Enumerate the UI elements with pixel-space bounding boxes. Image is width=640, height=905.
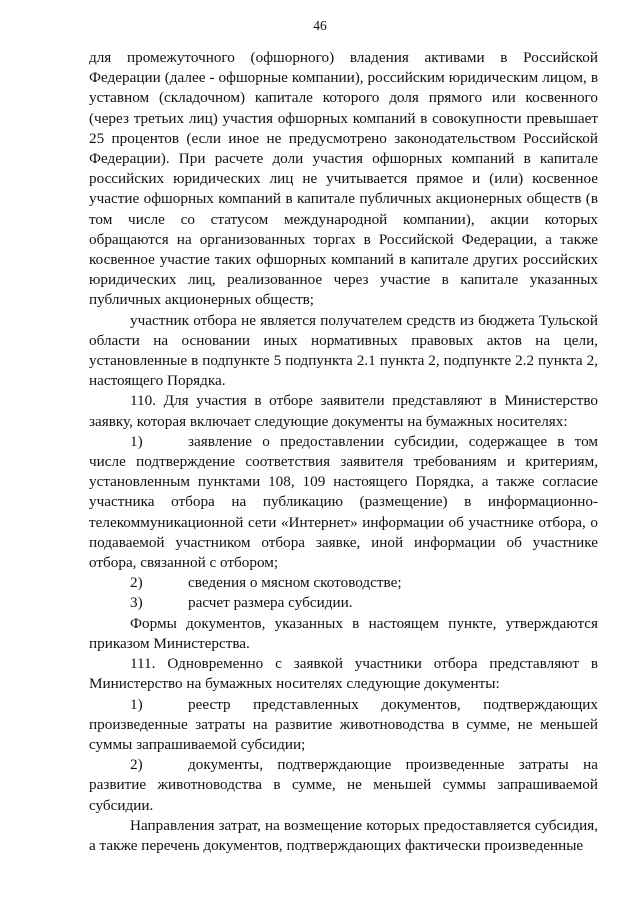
list-item-text: реестр представленных документов, подтверждающих произведенные затраты на развитие животноводства в сумме, не меньшей суммы запрашиваемой субсидии; — [89, 695, 598, 753]
list-item — [89, 573, 598, 593]
list-item-number: 3) — [130, 594, 143, 612]
list-item-text: сведения о мясном скотоводстве; — [188, 574, 402, 592]
paragraph-111: 111. Одновременно с заявкой участники отбора представляют в Министерство на бумажных носителях следующие документы: — [89, 655, 598, 693]
list-item-text: заявление о предоставлении субсидии, содержащее в том числе подтверждение соответствия заявителя требованиям и критериям, установленным пунктами 108, 109 настоящего Порядка, а также согласие участника отбора на публикацию (размещение) в информационно-телекоммуникационной сети «Интернет» информации об участнике отбора, о подаваемой участником отбора заявке, иной информации об участнике отбора, связанной с отбором; — [89, 432, 598, 572]
list-item-number: 1) — [130, 432, 143, 450]
page-number: 46 — [313, 18, 327, 33]
document-body — [89, 48, 598, 856]
list-item — [89, 695, 598, 756]
paragraph-110: 110. Для участия в отборе заявители представляют в Министерство заявку, которая включает следующие документы на бумажных носителях: — [89, 392, 598, 430]
list-item-number: 1) — [130, 695, 143, 713]
list-item — [89, 432, 598, 573]
paragraph-forms: Формы документов, указанных в настоящем пункте, утверждаются приказом Министерства. — [89, 614, 598, 652]
list-item — [89, 755, 598, 816]
list-item-text: расчет размера субсидии. — [188, 594, 353, 612]
list-item — [89, 593, 598, 613]
list-item-text: документы, подтверждающие произведенные затраты на развитие животноводства в сумме, не меньшей суммы запрашиваемой субсидии. — [89, 756, 598, 814]
list-item-number: 2) — [130, 756, 143, 774]
paragraph-cost-directions: Направления затрат, на возмещение которых предоставляется субсидия, а также перечень документов, подтверждающих фактически произведенные — [89, 816, 598, 854]
list-item-number: 2) — [130, 574, 143, 592]
paragraph-not-budget-recipient: участник отбора не является получателем средств из бюджета Тульской области на основании иных нормативных правовых актов на цели, установленные в подпункте 5 подпункта 2.1 пункта 2, подпункте 2.2 пункта 2, настоящего Порядка. — [89, 311, 598, 390]
paragraph-offshore-continuation: для промежуточного (офшорного) владения активами в Российской Федерации (далее - офшорные компании), российским юридическим лицом, в уставном (складочном) капитале которого доля прямого или косвенного (через третьих лиц) участия офшорных компаний в совокупности превышает 25 процентов (если иное не предусмотрено законодательством Российской Федерации). При расчете доли участия офшорных компаний в капитале российских юридических лиц не учитывается прямое и (или) косвенное участие офшорных компаний в капитале публичных акционерных обществ (в том числе со статусом международной компании), акции которых обращаются на организованных торгах в Российской Федерации, а также косвенное участие таких офшорных компаний в капитале других российских юридических лиц, реализованное через участие в капитале указанных публичных акционерных обществ; — [89, 49, 598, 309]
